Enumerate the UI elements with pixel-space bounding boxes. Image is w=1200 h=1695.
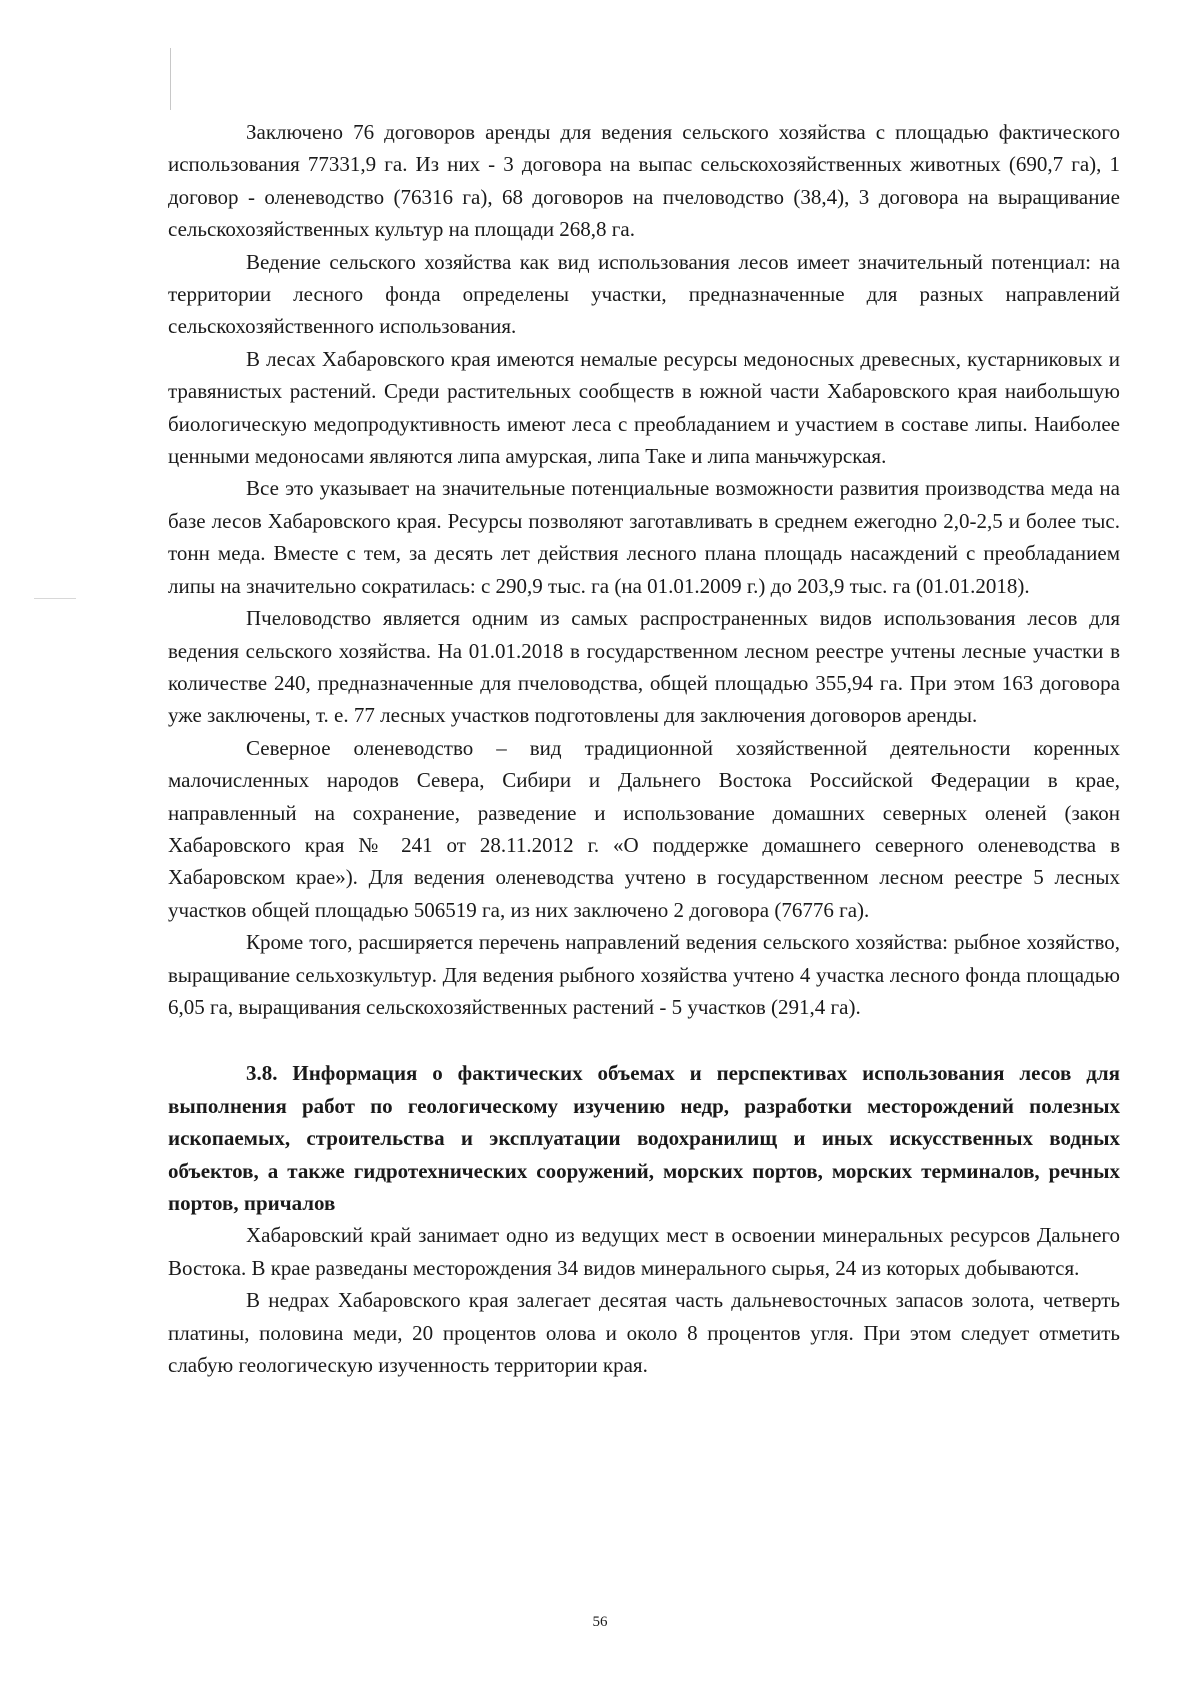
paragraph-fishery: Кроме того, расширяется перечень направлений ведения сельского хозяйства: рыбное хозяйство, выращивание сельхозкультур. Для ведения рыбного хозяйства учтено 4 участка лесного фонда площадью 6,05 га, выращивания сельскохозяйственных растений - 5 участков (291,4 га). <box>168 930 1120 1019</box>
scan-margin-line <box>170 48 171 110</box>
paragraph-subsoil-reserves: В недрах Хабаровского края залегает десятая часть дальневосточных запасов золота, четверть платины, половина меди, 20 процентов олова и около 8 процентов угля. При этом следует отметить слабую геологическую изученность территории края. <box>168 1288 1120 1378</box>
paragraph-lease-agreements: Заключено 76 договоров аренды для ведения сельского хозяйства с площадью фактического использования 77331,9 га. Из них - 3 договора на выпас сельскохозяйственных животных (690,7 га), 1 договор - оленеводство (76316 га), 68 договоров на пчеловодство (38,4), 3 договора на выращивание сельскохозяйственных культур на площади 268,8 га. <box>168 120 1120 242</box>
paragraph-honey-production: Все это указывает на значительные потенциальные возможности развития производства меда на базе лесов Хабаровского края. Ресурсы позволяют заготавливать в среднем ежегодно 2,0-2,5 и более тыс. тонн меда. Вместе с тем, за десять лет действия лесного плана площадь насаждений с преобладанием липы на значительно сократилась: с 290,9 тыс. га (на 01.01.2009 г.) до 203,9 тыс. га (01.01.2018). <box>168 476 1120 598</box>
paragraph-honey-plants: В лесах Хабаровского края имеются немалые ресурсы медоносных древесных, кустарниковых и травянистых растений. Среди растительных сообществ в южной части Хабаровского края наибольшую биологическую медопродуктивность имеют леса с преобладанием и участием в составе липы. Наиболее ценными медоносами являются липа амурская, липа Таке и липа маньчжурская. <box>168 346 1120 469</box>
section-heading: 3.8. Информация о фактических объемах и перспективах использования лесов для выполнения работ по геологическому изучению недр, разработки месторождений полезных ископаемых, строительства и эксплуатации водохранилищ и иных искусственных водных объектов, а также гидротехнических сооружений, морских портов, морских терминалов, речных портов, причалов <box>168 1061 1120 1215</box>
scan-margin-marks <box>34 598 76 599</box>
paragraph-beekeeping: Пчеловодство является одним из самых распространенных видов использования лесов для ведения сельского хозяйства. На 01.01.2018 в государственном лесном реестре учтены лесные участки в количестве 240, предназначенные для пчеловодства, общей площадью 355,94 га. При этом 163 договора уже заключены, т. е. 77 лесных участков подготовлены для заключения договоров аренды. <box>168 606 1120 728</box>
page-number: 56 <box>592 1614 608 1630</box>
paragraph-reindeer-herding: Северное оленеводство – вид традиционной хозяйственной деятельности коренных малочисленных народов Севера, Сибири и Дальнего Востока Российской Федерации в крае, направленный на сохранение, разведение и использование домашних северных оленей (закон Хабаровского края № 241 от 28.11.2012 г. «О поддержке домашнего северного оленеводства в Хабаровском крае»). Для ведения оленеводства учтено в государственном лесном реестре 5 лесных участков общей площадью 506519 га, из них заключено 2 договора (76776 га). <box>168 735 1120 922</box>
paragraph-mineral-resources: Хабаровский край занимает одно из ведущих мест в освоении минеральных ресурсов Дальнего Востока. В крае разведаны месторождения 34 видов минерального сырья, 24 из которых добываются. <box>168 1223 1120 1280</box>
paragraph-agriculture-potential: Ведение сельского хозяйства как вид использования лесов имеет значительный потенциал: на территории лесного фонда определены участки, предназначенные для разных направлений сельскохозяйственного использования. <box>168 249 1120 339</box>
document-page <box>168 116 1120 1381</box>
